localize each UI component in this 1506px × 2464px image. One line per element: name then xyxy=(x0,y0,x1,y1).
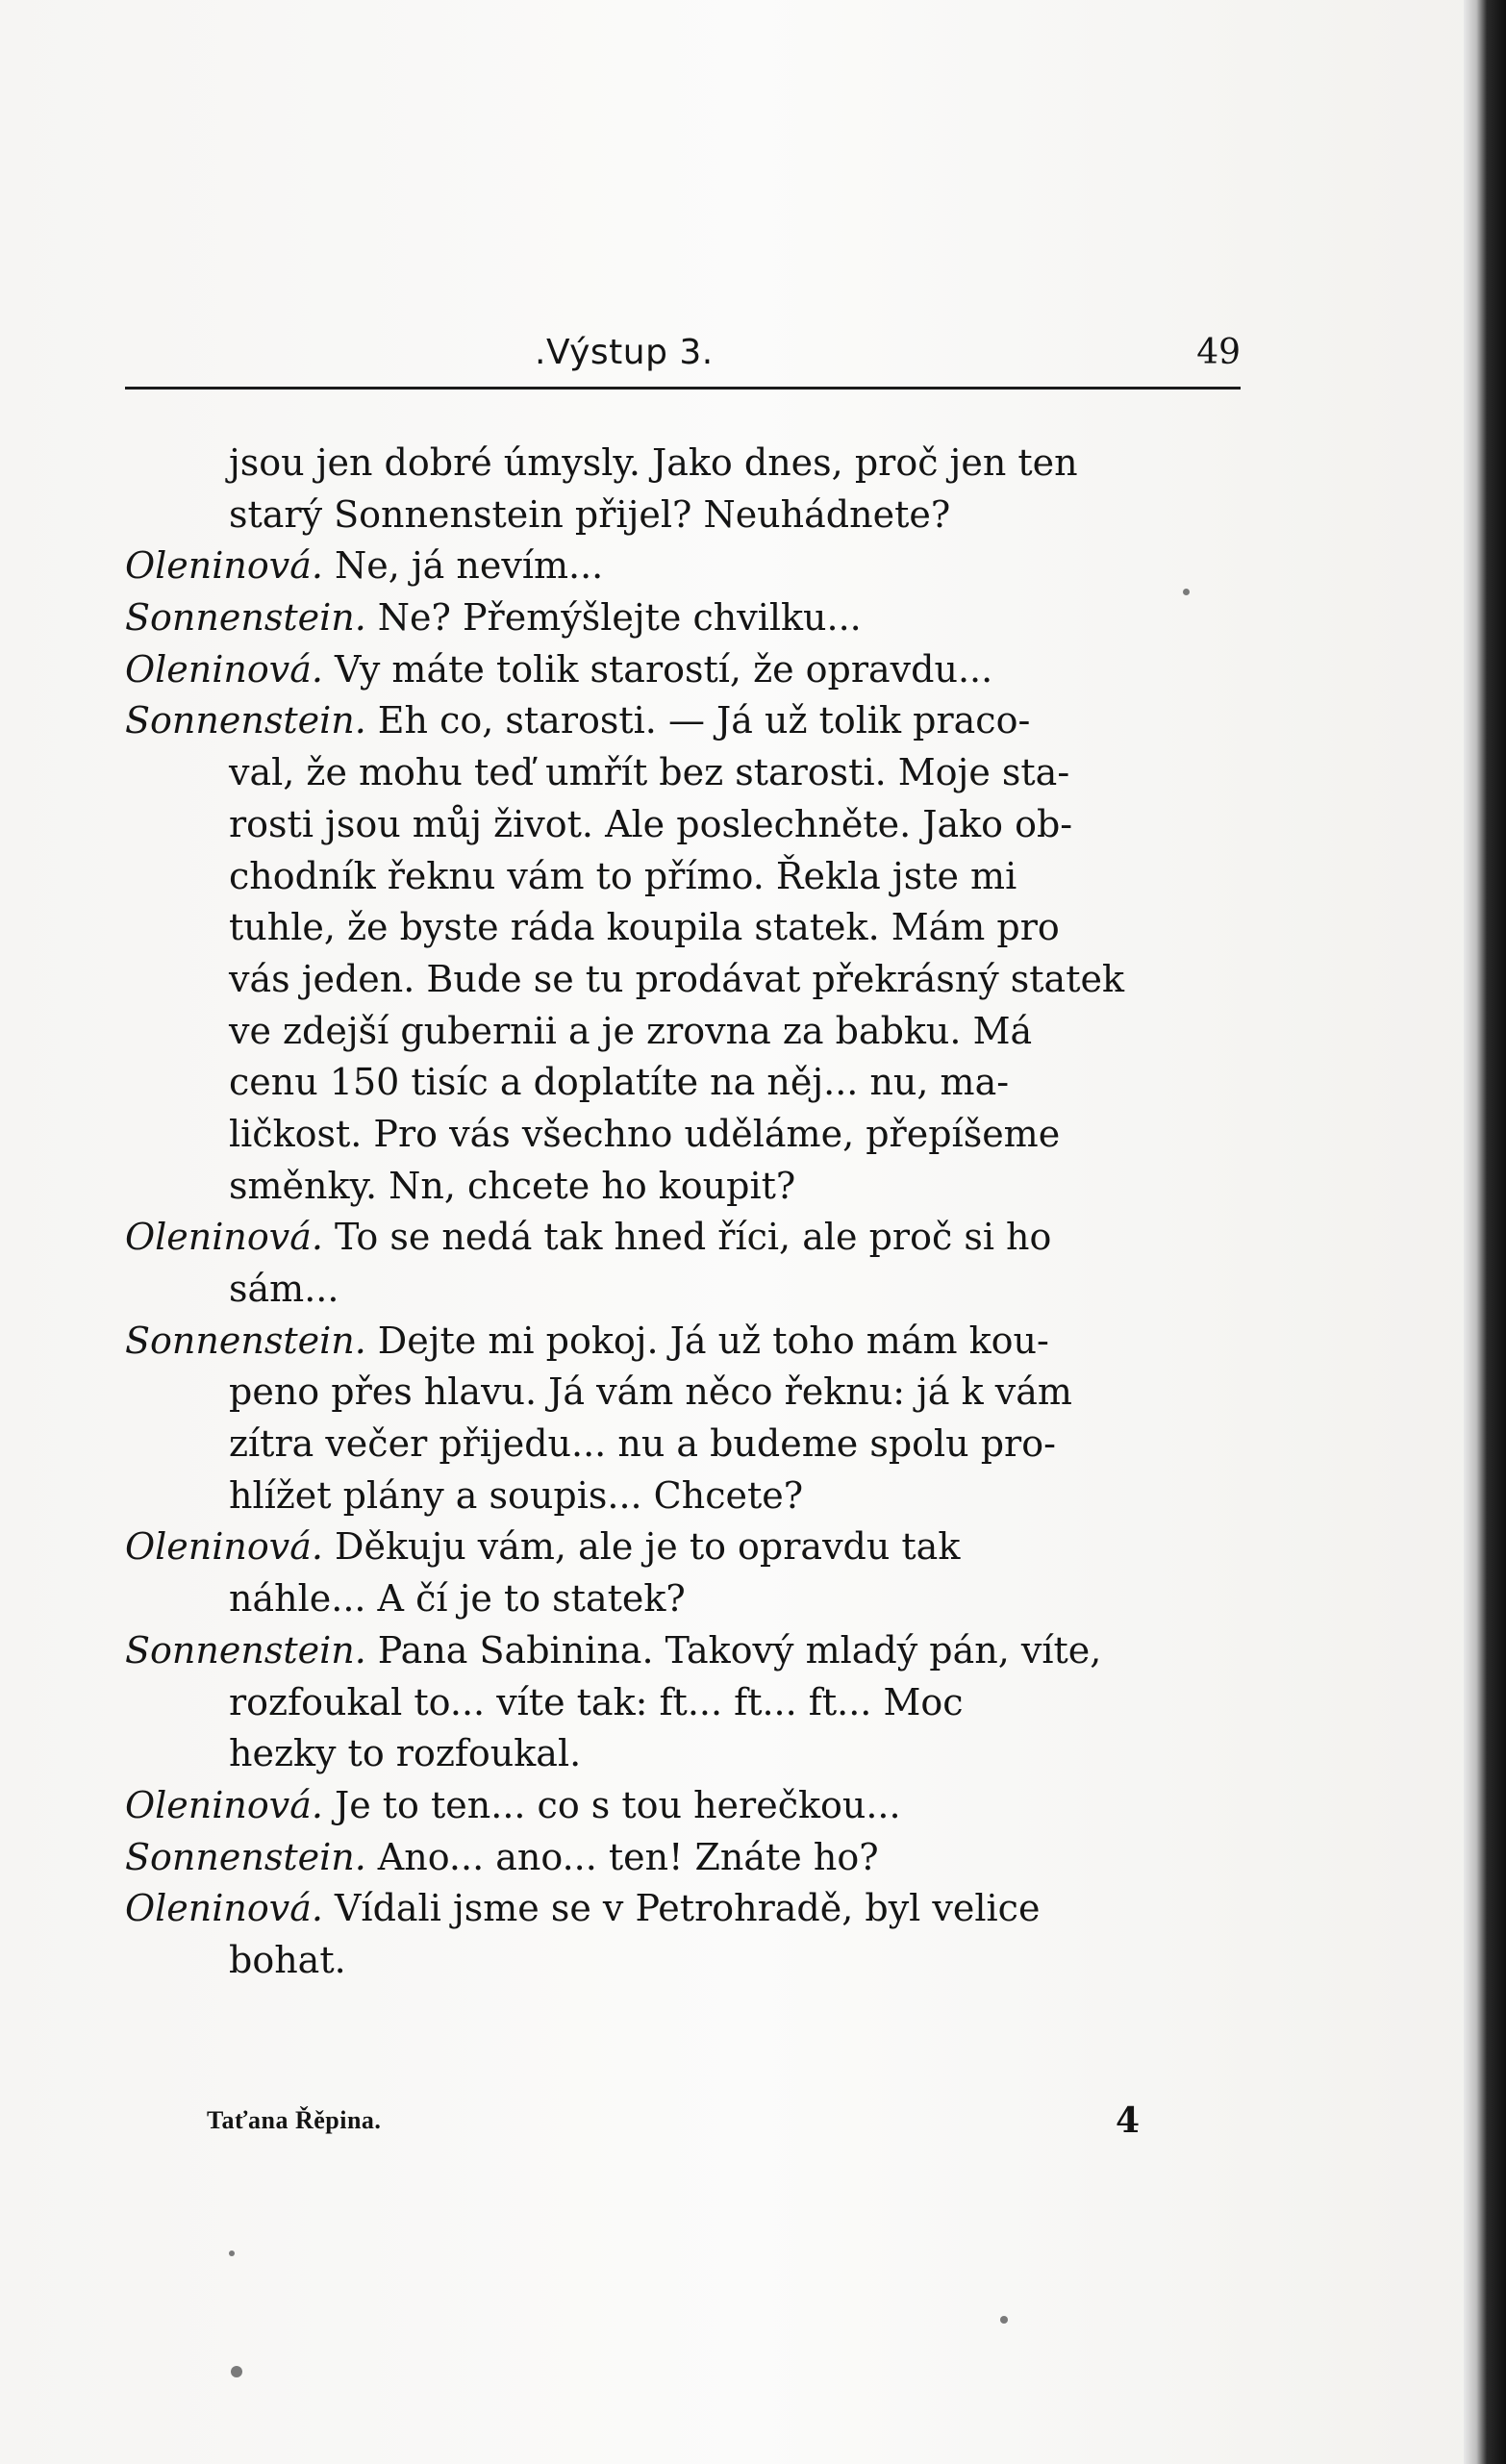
speck xyxy=(1000,2316,1008,2324)
line-text: Děkuju vám, ale je to opravdu tak xyxy=(334,1525,961,1569)
speaker-name: Sonnenstein. xyxy=(125,1628,366,1672)
running-header xyxy=(125,327,1241,385)
text-line xyxy=(125,1935,1241,1987)
line-text: Pana Sabinina. Takový mladý pán, víte, xyxy=(377,1628,1102,1672)
text-line xyxy=(125,1316,1241,1368)
line-text: Ne? Přemýšlejte chvilku... xyxy=(377,596,862,640)
text-line xyxy=(125,954,1241,1006)
line-text: Ne, já nevím... xyxy=(334,544,604,588)
line-text: peno přes hlavu. Já vám něco řeknu: já k vám xyxy=(229,1370,1072,1414)
speaker-name: Oleninová. xyxy=(125,1887,323,1930)
speaker-name: Sonnenstein. xyxy=(125,596,366,640)
line-text: zítra večer přijedu... nu a budeme spolu pro- xyxy=(229,1422,1056,1466)
line-text: sám... xyxy=(229,1268,339,1310)
text-line xyxy=(125,1471,1241,1522)
line-text: rozfoukal to... víte tak: ft... ft... ft... Moc xyxy=(229,1680,964,1723)
scan-edge-shadow xyxy=(1464,0,1506,2464)
text-line xyxy=(125,1780,1241,1832)
line-text: hezky to rozfoukal. xyxy=(229,1732,582,1775)
speaker-name: Sonnenstein. xyxy=(125,1835,366,1878)
line-text: jsou jen dobré úmysly. Jako dnes, proč jen ten xyxy=(229,441,1078,484)
speaker-name: Oleninová. xyxy=(125,1783,323,1826)
speaker-name: Oleninová. xyxy=(125,647,323,691)
text-line xyxy=(125,1057,1241,1109)
text-line xyxy=(125,799,1241,851)
text-line xyxy=(125,902,1241,954)
line-text: směnky. Nn, chcete ho koupit? xyxy=(229,1164,796,1207)
line-text: starý Sonnenstein přijel? Neuhádnete? xyxy=(229,492,951,536)
speck xyxy=(231,2366,242,2377)
line-text: Vy máte tolik starostí, že opravdu... xyxy=(334,647,993,691)
speaker-name: Oleninová. xyxy=(125,544,323,588)
line-text: ličkost. Pro vás všechno uděláme, přepíšeme xyxy=(229,1112,1061,1155)
signature-mark: Taťana Řěpina. xyxy=(207,2106,382,2134)
speck xyxy=(229,2250,235,2256)
line-text: náhle... A čí je to statek? xyxy=(229,1577,686,1621)
line-text: hlížet plány a soupis... Chcete? xyxy=(229,1473,804,1517)
text-line xyxy=(125,747,1241,799)
text-line xyxy=(125,644,1241,696)
text-line xyxy=(125,1212,1241,1264)
text-line xyxy=(125,490,1241,541)
text-line xyxy=(125,438,1241,490)
page-footer xyxy=(207,2100,1140,2145)
line-text: tuhle, že byste ráda koupila statek. Mám pro xyxy=(229,906,1060,949)
text-line xyxy=(125,1573,1241,1625)
speaker-name: Sonnenstein. xyxy=(125,1319,366,1362)
running-title: .Výstup 3. xyxy=(535,333,714,372)
speaker-name: Oleninová. xyxy=(125,1525,323,1569)
speck xyxy=(1183,589,1190,595)
line-text: Eh co, starosti. — Já už tolik praco- xyxy=(377,699,1031,742)
text-line xyxy=(125,1832,1241,1884)
line-text: ve zdejší gubernii a je zrovna za babku. Má xyxy=(229,1009,1033,1052)
speaker-name: Oleninová. xyxy=(125,1216,323,1259)
text-line xyxy=(125,1109,1241,1161)
text-line xyxy=(125,592,1241,644)
text-line xyxy=(125,1521,1241,1573)
text-line xyxy=(125,1677,1241,1729)
text-line xyxy=(125,541,1241,592)
text-line xyxy=(125,1264,1241,1316)
text-line xyxy=(125,1367,1241,1419)
text-line xyxy=(125,851,1241,903)
line-text: bohat. xyxy=(229,1938,346,1981)
text-line xyxy=(125,1006,1241,1058)
text-line xyxy=(125,1883,1241,1935)
line-text: val, že mohu teď umřít bez starosti. Moje sta- xyxy=(229,751,1070,794)
sheet-number: 4 xyxy=(1115,2100,1140,2141)
header-rule xyxy=(125,387,1241,390)
speaker-name: Sonnenstein. xyxy=(125,699,366,742)
body-text xyxy=(125,438,1241,1987)
line-text: To se nedá tak hned říci, ale proč si ho xyxy=(334,1216,1052,1259)
line-text: Je to ten... co s tou herečkou... xyxy=(334,1783,901,1826)
line-text: rosti jsou můj život. Ale poslechněte. Jako ob- xyxy=(229,802,1073,845)
text-line xyxy=(125,1419,1241,1471)
text-line xyxy=(125,695,1241,747)
line-text: cenu 150 tisíc a doplatíte na něj... nu, ma- xyxy=(229,1061,1010,1104)
text-line xyxy=(125,1728,1241,1780)
line-text: chodník řeknu vám to přímo. Řekla jste mi xyxy=(229,854,1017,897)
page-number: 49 xyxy=(1196,333,1241,372)
line-text: Vídali jsme se v Petrohradě, byl velice xyxy=(334,1887,1041,1930)
text-line xyxy=(125,1625,1241,1677)
line-text: Ano... ano... ten! Znáte ho? xyxy=(377,1835,879,1878)
line-text: Dejte mi pokoj. Já už toho mám kou- xyxy=(377,1319,1049,1362)
line-text: vás jeden. Bude se tu prodávat překrásný statek xyxy=(229,957,1124,1000)
text-line xyxy=(125,1161,1241,1213)
